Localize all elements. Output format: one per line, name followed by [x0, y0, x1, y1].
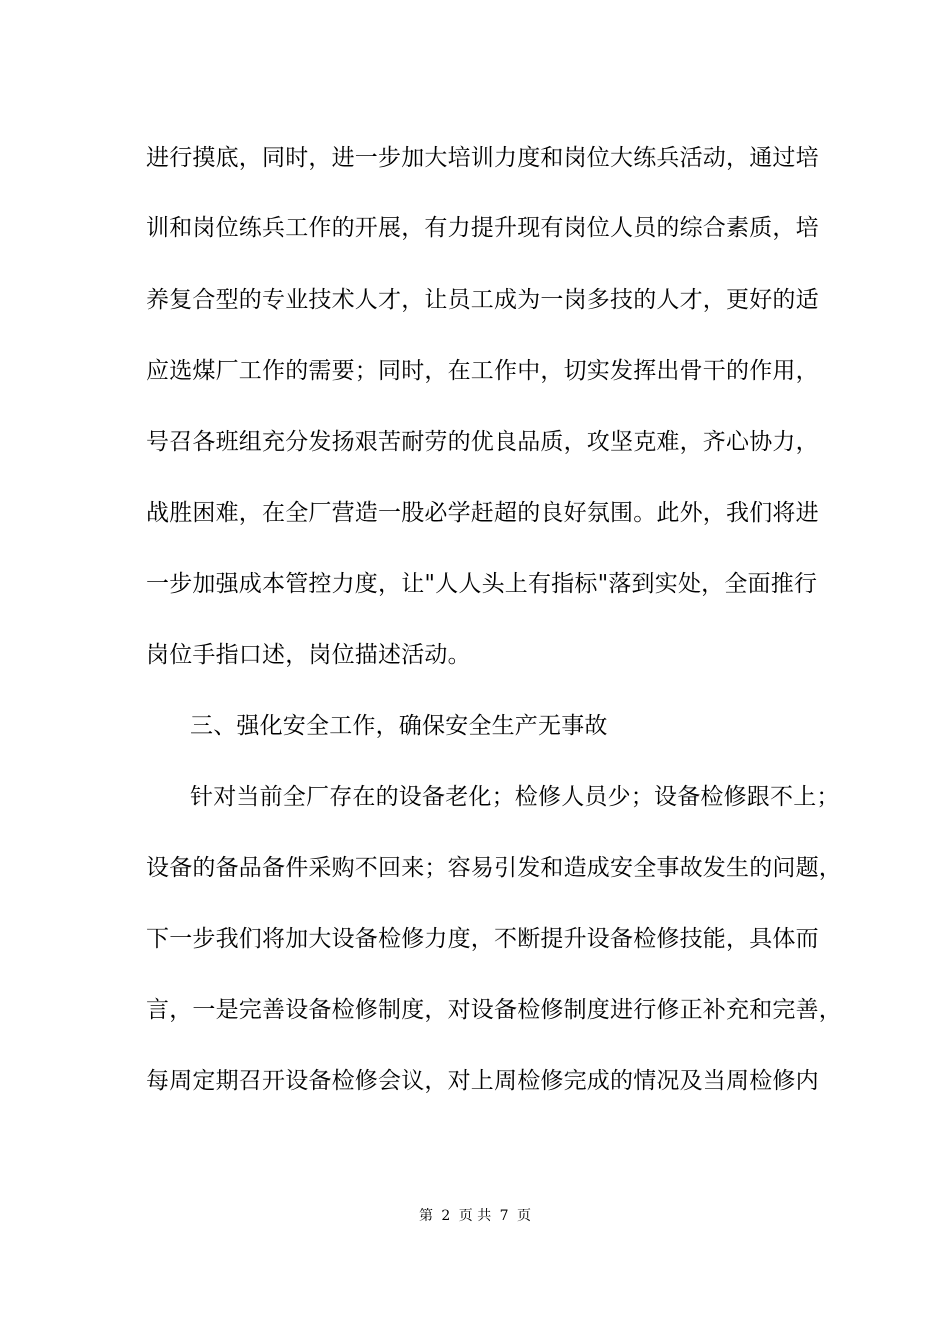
footer-prefix: 第 [418, 1208, 433, 1224]
paragraph-line: 岗位手指口述，岗位描述活动。 [146, 642, 471, 668]
paragraph-line: 应选煤厂工作的需要；同时，在工作中，切实发挥出骨干的作用， [146, 358, 819, 384]
paragraph-line: 一步加强成本管控力度，让"人人头上有指标"落到实处，全面推行 [146, 571, 818, 597]
footer-middle: 页 共 [458, 1208, 492, 1224]
page-footer [0, 1207, 950, 1225]
paragraph-line: 每周定期召开设备检修会议，对上周检修完成的情况及当周检修内 [146, 1068, 819, 1094]
paragraph-line: 进行摸底，同时，进一步加大培训力度和岗位大练兵活动，通过培 [146, 145, 819, 171]
footer-suffix: 页 [517, 1208, 532, 1224]
paragraph-line: 训和岗位练兵工作的开展，有力提升现有岗位人员的综合素质，培 [146, 215, 819, 241]
section-heading: 三、强化安全工作，确保安全生产无事故 [190, 713, 608, 739]
paragraph-line: 设备的备品备件采购不回来；容易引发和造成安全事故发生的问题， [146, 855, 842, 881]
paragraph-line: 战胜困难，在全厂营造一股必学赶超的良好氛围。此外，我们将进 [146, 500, 819, 526]
current-page-number: 2 [441, 1208, 451, 1224]
paragraph-line: 针对当前全厂存在的设备老化；检修人员少；设备检修跟不上； [190, 784, 840, 810]
paragraph-line: 号召各班组充分发扬艰苦耐劳的优良品质，攻坚克难，齐心协力， [146, 429, 819, 455]
total-page-number: 7 [499, 1208, 509, 1224]
paragraph-line: 言，一是完善设备检修制度，对设备检修制度进行修正补充和完善， [146, 997, 842, 1023]
paragraph-line: 下一步我们将加大设备检修力度，不断提升设备检修技能，具体而 [146, 926, 819, 952]
paragraph-line: 养复合型的专业技术人才，让员工成为一岗多技的人才，更好的适 [146, 287, 819, 313]
